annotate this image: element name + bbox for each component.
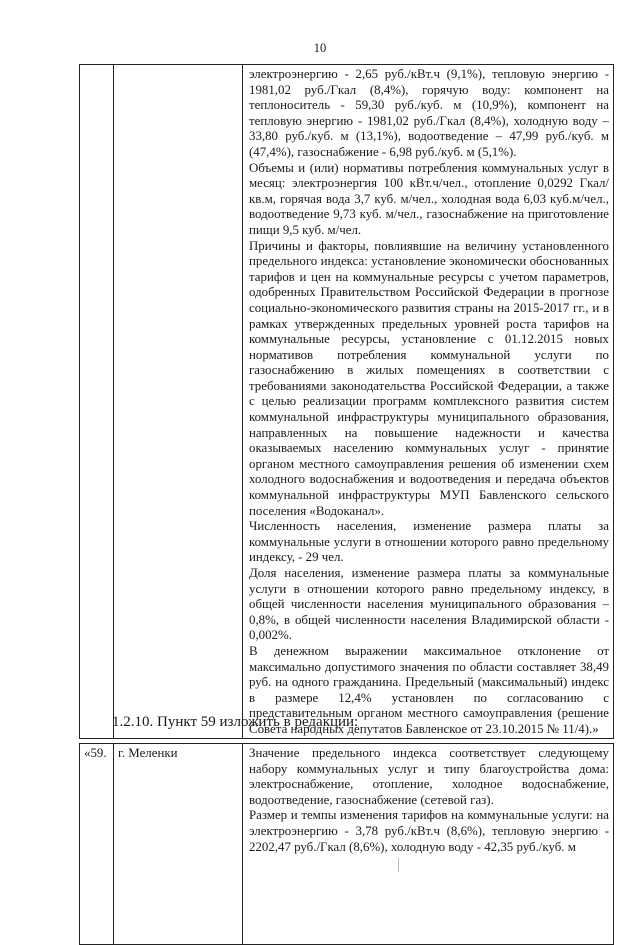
number-cell [80, 744, 114, 945]
text-cell [243, 65, 614, 739]
number-cell [80, 65, 114, 739]
consumption-paragraph: Объемы и (или) нормативы потребления коммунальных услуг в месяц: электроэнергия 100 кВт.ч/чел., отопление 0,0292 Гкал/кв.м, горячая вода 3,7 куб. м/чел., холодная вода 6,03 куб.м/чел., водоотведение 9,73 куб. м/чел., газоснабжение на приготовление пищи 9,5 куб. м/чел. [249, 160, 609, 237]
tariff-paragraph: электроэнергию - 2,65 руб./кВт.ч (9,1%), тепловую энергию - 1981,02 руб./Гкал (8,4%), горячую воду: компонент на теплоноситель - 59,30 руб./куб. м (10,9%), компонент на тепловую энергию - 1981,02 руб./Гкал (8,4%), холодную воду – 33,80 руб./куб. м (13,1%), водоотведение – 47,99 руб./куб. м (47,4%), газоснабжение - 6,98 руб./куб. м (5,1%). [249, 67, 609, 159]
factors-paragraph: Причины и факторы, повлиявшие на величину установленного предельного индекса: установление экономически обоснованных тарифов и цен на коммунальные ресурсы с учетом параметров, одобренных Правительством Российской Федерации в прогнозе социально-экономического развития страны на 2015-2017 гг., и в рамках утвержденных предельных уровней роста тарифов на коммунальные ресурсы, установление с 01.12.2015 новых нормативов потребления коммунальной услуги по газоснабжению в жилых помещениях в соответствии с требованиями законодательства Российской Федерации, а также с целью реализации программ комплексного развития систем коммунальной инфраструктуры муниципального образования, направленных на повышение надежности и качества оказываемых населению коммунальных услуг - принятие органом местного самоуправления решения об изменении схем холодного водоснабжения и водоотведения и передача объектов коммунальной инфраструктуры МУП Бавленского сельского поселения «Водоканал». [249, 238, 609, 518]
city-cell [114, 65, 243, 739]
continuation-table [79, 64, 614, 739]
table-row [80, 65, 614, 739]
tariff-paragraph: Размер и темпы изменения тарифов на коммунальные услуги: на электроэнергию - 3,78 руб./кВт.ч (8,6%), тепловую энергию - 2202,47 руб./Гкал (8,6%), холодную воду - 42,35 руб./куб. м [249, 808, 609, 854]
scan-artifact [398, 858, 399, 872]
population-paragraph: Численность населения, изменение размера платы за коммунальные услуги в отношении которого равно предельному индексу, - 29 чел. [249, 519, 609, 565]
page-number: 10 [313, 41, 327, 55]
section-heading: 1.2.10. Пункт 59 изложить в редакции: [112, 714, 359, 730]
row-59-table [79, 743, 614, 945]
text-cell [243, 744, 614, 945]
table-row [80, 744, 614, 945]
row-number: «59. [84, 746, 107, 760]
population-share-paragraph: Доля населения, изменение размера платы за коммунальные услуги в отношении которого равно предельному индексу, в общей численности населения муниципального образования – 0,8%, в общей численности населения Владимирской области - 0,002%. [249, 566, 609, 643]
deviation-paragraph: В денежном выражении максимальное отклонение от максимально допустимого значения по области составляет 38,49 руб. на одного гражданина. Предельный (максимальный) индекс в размере 12,4% установлен по согласованию с представительным органом местного самоуправления (решение Совета народных депутатов Бавленское от 23.10.2015 № 11/4).» [249, 643, 609, 736]
city-name: г. Меленки [118, 746, 178, 760]
city-cell [114, 744, 243, 945]
services-paragraph: Значение предельного индекса соответствует следующему набору коммунальных услуг и типу благоустройства дома: электроснабжение, отопление, холодное водоснабжение, водоотведение, газоснабжение (сетевой газ). [249, 746, 609, 807]
